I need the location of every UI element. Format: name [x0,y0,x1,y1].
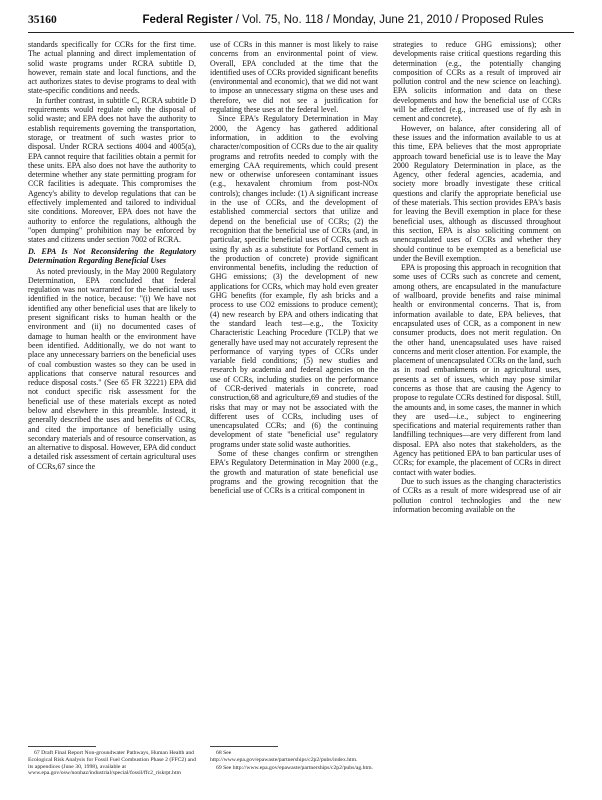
paragraph: Due to such issues as the changing characteristics of CCRs as a result of more widespread use of air pollution control technologies and the new information becoming available on the [393,476,561,514]
page-number: 35160 [28,14,57,26]
issue-info: / Vol. 75, No. 118 / Monday, June 21, 2010 / Proposed Rules [235,14,544,26]
footnote-rule [210,746,278,747]
page-header [28,12,574,33]
paragraph: Some of these changes confirm or strengthen EPA's Regulatory Determination in May 2000 (e.g., the growth and maturation of state beneficial use programs and the growing recognition that the beneficial use of CCRs is a critical component in [210,449,378,496]
column-left [28,40,196,471]
footnotes-left [28,745,196,778]
paragraph: In further contrast, in subtitle C, RCRA subtitle D requirements would regulate only the disposal of solid waste; and EPA does not have the authority to establish requirements governing the transportation, storage, or treatment of such wastes prior to disposal. Under RCRA sections 4004 and 4005(a), EPA cannot require that facilities obtain a permit for these units. EPA also does not have the authority to determine whether any state permitting program for CCR facilities is adequate. This compromises the Agency's ability to develop regulations that can be effectively implemented and tailored to individual site conditions. Moreover, EPA does not have the authority to enforce the regulations, although the "open dumping" prohibition may be enforced by states and citizens under section 7002 of RCRA. [28,95,196,245]
paragraph: However, on balance, after considering all of these issues and the information available to us at this time, EPA believes that the most appropriate approach toward beneficial use is to leave the May 2000 Regulatory Determination in place, as the Agency, other federal agencies, academia, and society more broadly investigate these critical questions and clarify the appropriate beneficial use of these materials. This section provides EPA's basis for leaving the Bevill exemption in place for these beneficial uses, although as discussed throughout this section, EPA is also soliciting comment on unencapsulated uses of CCRs and whether they should continue to be exempted as a beneficial use under the Bevill exemption. [393,123,561,263]
column-right [393,40,561,514]
footnote-69: 69 See http://www.epa.gov/epawaste/partnerships/c2p2/pubs/ag.htm. [216,764,373,771]
footnote-link[interactable]: www.epa.gov/osw/nonhaz/industrial/special/fossil/ffc2_riskrpt.htm [28,770,181,777]
paragraph: use of CCRs in this manner is most likely to raise concerns from an environmental point of view. Overall, EPA concluded at the time that the identified uses of CCRs provided significant benefits (environmental and economic), that we did not want to impose an unnecessary stigma on these uses and therefore, we did not see a justification for regulating these uses at the federal level. [210,40,378,115]
footnotes-middle [210,745,378,772]
paragraph: standards specifically for CCRs for the first time. The actual planning and direct implementation of solid waste programs under RCRA subtitle D, however, remain state and local functions, and the act authorizes states to devise programs to deal with state-specific conditions and needs. [28,40,196,96]
publication-name: Federal Register [142,14,233,26]
running-head [112,14,574,26]
footnote-rule [28,746,96,747]
paragraph: strategies to reduce GHG emissions); other developments raise critical questions regarding this determination (e.g., the potentially changing composition of CCRs as a result of improved air pollution control and the new science on leaching). EPA solicits information and data on these developments and how the beneficial use of CCRs will be affected (e.g., increased use of fly ash in cement and concrete). [393,40,561,124]
paragraph: EPA is proposing this approach in recognition that some uses of CCRs such as concrete and cement, among others, are encapsulated in the manufacture of wallboard, provide benefits and raise minimal health or environmental concerns. That is, from information available to date, EPA believes, that encapsulated uses of CCR, as a component in new consumer products, does not merit regulation. On the other hand, unencapsulated uses have raised concerns and merit closer attention. For example, the placement of unencapsulated CCRs on the land, such as in road embankments or in agricultural uses, presents a set of issues, which may pose similar concerns as those that are causing the Agency to propose to regulate CCRs destined for disposal. Still, the amounts and, in some cases, the manner in which they are used—i.e., subject to engineering specifications and material requirements rather than landfilling techniques—are very different from land disposal. EPA also notes that stakeholders, as the Agency has petitioned EPA to ban particular uses of CCRs; for example, the placement of CCRs in direct contact with water bodies. [393,263,561,477]
column-middle [210,40,378,496]
paragraph: Since EPA's Regulatory Determination in May 2000, the Agency has gathered additional information, in addition to the evolving character/composition of CCRs due to the air quality programs and retrofits needed to comply with the emerging CAA requirements, which could present new or otherwise unforeseen contaminant issues (e.g., hexavalent chromium from post-NOx controls); changes include: (1) A significant increase in the use of CCRs, and the development of established commercial sectors that utilize and depend on the beneficial use of CCRs; (2) the recognition that the beneficial use of CCRs (and, in particular, specific beneficial uses of CCRs, such as using fly ash as a substitute for Portland cement in the production of concrete) provide significant environmental benefits, including the reduction of GHG emissions; (3) the development of new applications for CCRs, which may hold even greater GHG benefits (for example, fly ash bricks and a process to use CO2 emissions to produce cement); (4) new research by EPA and others indicating that the standard leach test—e.g., the Toxicity Characteristic Leaching Procedure (TCLP) that we generally have used may not accurately represent the performance of varying types of CCRs under variable field conditions; (5) new studies and research by academia and federal agencies on the use of CCRs, including studies on the performance of CCR-derived materials in concrete, road construction,68 and agriculture,69 and studies of the risks that may or may not be associated with the different uses of CCRs, including uses of unencapsulated CCRs; and (6) the continuing development of state "beneficial use" regulatory programs under state solid waste authorities. [210,114,378,449]
footnote-68: 68 See http://www.epa.gov/epawaste/partnerships/c2p2/pubs/index.htm. [210,750,358,763]
section-heading: D. EPA Is Not Reconsidering the Regulatory Determination Regarding Beneficial Uses [28,246,196,266]
paragraph: As noted previously, in the May 2000 Regulatory Determination, EPA concluded that federal regulation was not warranted for the beneficial uses identified in the notice, because: "(i) We have not identified any other beneficial uses that are likely to present significant risks to human health or the environment and (ii) no documented cases of damage to human health or the environment have been identified. Additionally, we do not want to place any unnecessary barriers on the beneficial uses of coal combustion wastes so they can be used in applications that conserve natural resources and reduce disposal costs." (See 65 FR 32221) EPA did not conduct specific risk assessment for the beneficial use of these materials except as noted below and elsewhere in this preamble. Instead, it generally described the uses and benefits of CCRs, and cited the importance of beneficially using secondary materials and of resource conservation, as an alternative to disposal. However, EPA did conduct a detailed risk assessment of certain agricultural uses of CCRs,67 since the [28,266,196,471]
footnote-67: 67 Draft Final Report Non-groundwater Pathways, Human Health and Ecological Risk Analysis for Fossil Fuel Combustion Phase 2 (FFC2) and its appendices (June 30, 1998), available at www.epa.gov/osw/nonhaz/industrial/special/fossil/ffc2_riskrpt.htm [28,750,196,777]
